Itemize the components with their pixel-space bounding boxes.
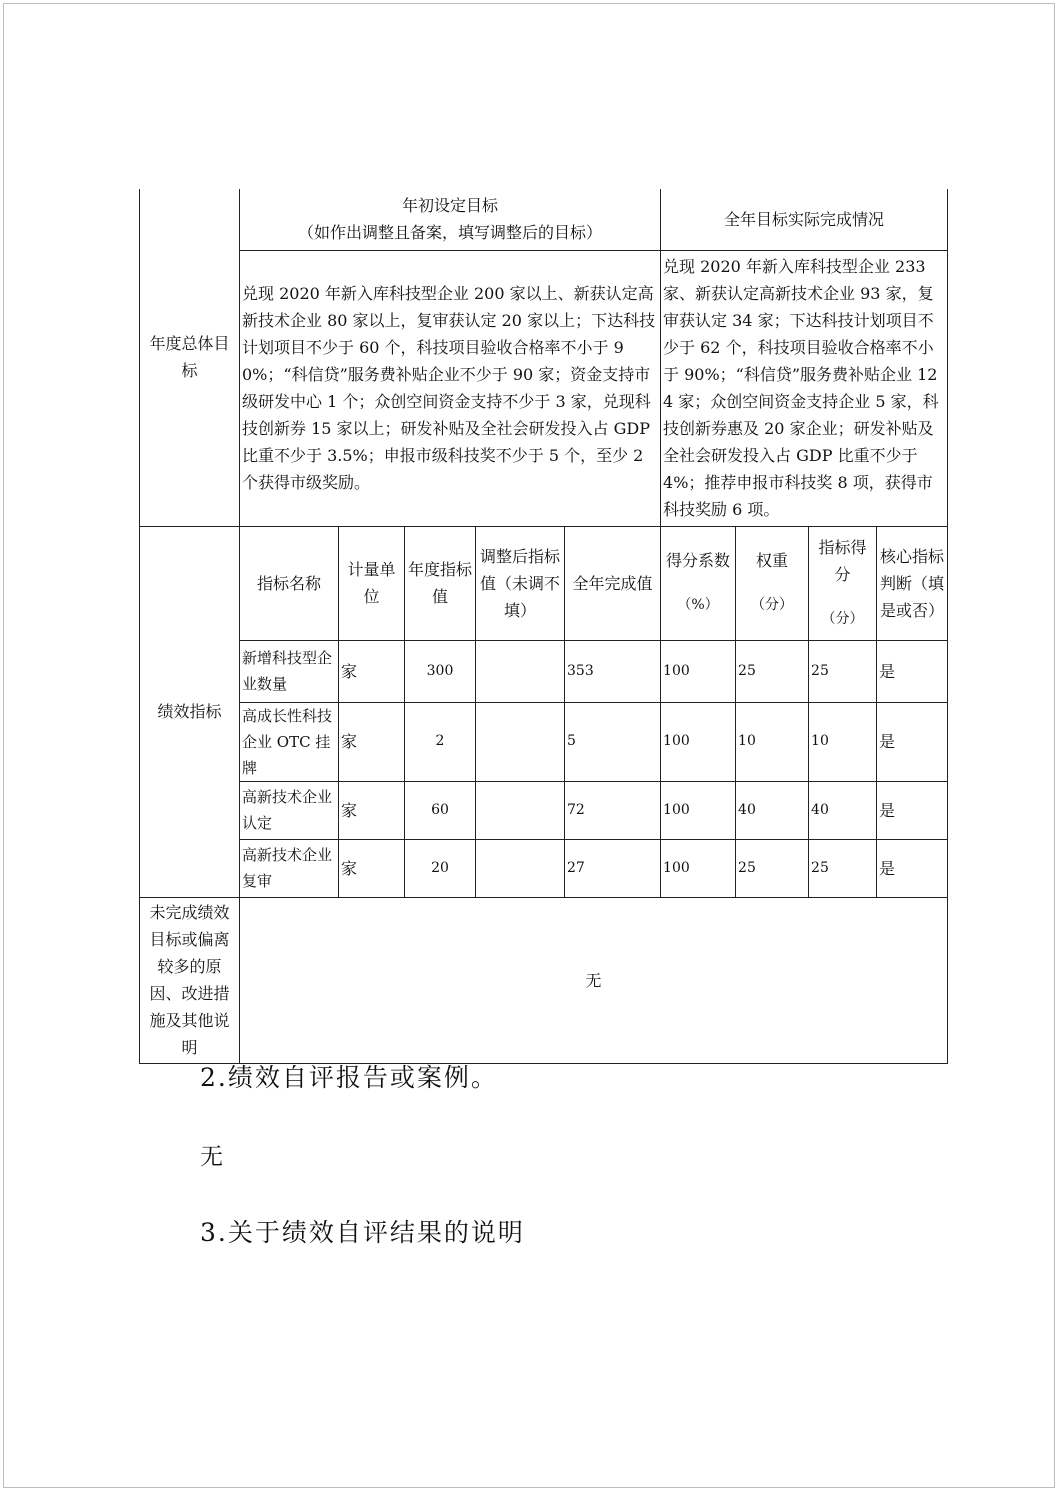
table-row (140, 640, 948, 702)
section2-text: 无 (200, 1144, 223, 1170)
header-indicator-score (809, 526, 877, 640)
header-indicator-score-label: 指标得分 (818, 537, 867, 584)
indicator-adjusted (476, 781, 565, 839)
reason-label: 未完成绩效目标或偏离较多的原因、改进措施及其他说明 (140, 897, 240, 1063)
indicator-annual: 20 (405, 839, 476, 897)
indicator-adjusted (476, 640, 565, 702)
section2-heading: 2.绩效自评报告或案例。 (200, 1063, 498, 1092)
indicator-coef: 100 (661, 702, 736, 781)
header-weight (736, 526, 809, 640)
header-core-judgement: 核心指标判断（填是或否） (877, 526, 948, 640)
table-row (140, 781, 948, 839)
indicator-core: 是 (877, 781, 948, 839)
performance-table (139, 189, 948, 1064)
header-indicator-score-unit: （分） (821, 610, 864, 627)
indicator-score: 25 (809, 640, 877, 702)
indicator-annual: 300 (405, 640, 476, 702)
indicator-core: 是 (877, 839, 948, 897)
indicator-actual: 353 (565, 640, 661, 702)
indicator-adjusted (476, 839, 565, 897)
header-annual-value: 年度指标值 (405, 526, 476, 640)
reason-value: 无 (240, 897, 948, 1063)
header-score-coef-unit: （%） (677, 597, 719, 613)
indicator-name: 高新技术企业复审 (240, 839, 339, 897)
indicator-unit: 家 (339, 702, 405, 781)
table-row (140, 839, 948, 897)
table-row (140, 702, 948, 781)
indicator-name: 高成长性科技企业 OTC 挂牌 (240, 702, 339, 781)
perf-label: 绩效指标 (140, 526, 240, 897)
indicator-actual: 5 (565, 702, 661, 781)
indicator-unit: 家 (339, 781, 405, 839)
header-weight-unit: （分） (751, 597, 794, 613)
initial-target-header (240, 189, 661, 250)
indicator-actual: 27 (565, 839, 661, 897)
indicator-adjusted (476, 702, 565, 781)
initial-target-text: 兑现 2020 年新入库科技型企业 200 家以上、新获认定高新技术企业 80 家以上，复审获认定 20 家以上；下达科技计划项目不少于 60 个，科技项目验收合格率不小于 90%；“科信贷”服务费补贴企业不少于 90 家；资金支持市级研发中心 1 个；众创空间资金支持不少于 3 家，兑现科技创新券 15 家以上；研发补贴及全社会研发投入占 GDP 比重不少于 3.5%；申报市级科技奖不少于 5 个，至少 2 个获得市级奖励。 (240, 250, 661, 526)
indicator-unit: 家 (339, 839, 405, 897)
indicator-actual: 72 (565, 781, 661, 839)
header-indicator-name: 指标名称 (240, 526, 339, 640)
goal-row-label: 年度总体目标 (140, 189, 240, 526)
indicator-annual: 2 (405, 702, 476, 781)
initial-target-title: 年初设定目标 (402, 196, 499, 216)
indicator-core: 是 (877, 702, 948, 781)
actual-header: 全年目标实际完成情况 (661, 189, 948, 250)
header-score-coef-label: 得分系数 (666, 551, 731, 570)
indicator-core: 是 (877, 640, 948, 702)
indicator-score: 10 (809, 702, 877, 781)
actual-completion-text: 兑现 2020 年新入库科技型企业 233 家、新获认定高新技术企业 93 家，复审获认定 34 家；下达科技计划项目不少于 62 个，科技项目验收合格率不小于 90%；“科信贷”服务费补贴企业 124 家；众创空间资金支持企业 5 家，科技创新券惠及 20 家企业；研发补贴及全社会研发投入占 GDP 比重不少于 4%；推荐申报市科技奖 8 项，获得市科技奖励 6 项。 (661, 250, 948, 526)
indicator-coef: 100 (661, 839, 736, 897)
header-actual-value: 全年完成值 (565, 526, 661, 640)
indicator-weight: 40 (736, 781, 809, 839)
section3-heading: 3.关于绩效自评结果的说明 (200, 1218, 525, 1247)
initial-target-note: （如作出调整且备案，填写调整后的目标） (298, 223, 603, 243)
indicator-weight: 25 (736, 640, 809, 702)
indicator-score: 40 (809, 781, 877, 839)
indicator-weight: 10 (736, 702, 809, 781)
header-adjusted-value: 调整后指标值（未调不填） (476, 526, 565, 640)
indicator-name: 新增科技型企业数量 (240, 640, 339, 702)
indicator-name: 高新技术企业认定 (240, 781, 339, 839)
header-score-coef (661, 526, 736, 640)
indicator-weight: 25 (736, 839, 809, 897)
indicator-coef: 100 (661, 781, 736, 839)
indicator-unit: 家 (339, 640, 405, 702)
header-unit: 计量单位 (339, 526, 405, 640)
indicator-annual: 60 (405, 781, 476, 839)
indicator-coef: 100 (661, 640, 736, 702)
header-weight-label: 权重 (756, 551, 789, 570)
indicator-score: 25 (809, 839, 877, 897)
